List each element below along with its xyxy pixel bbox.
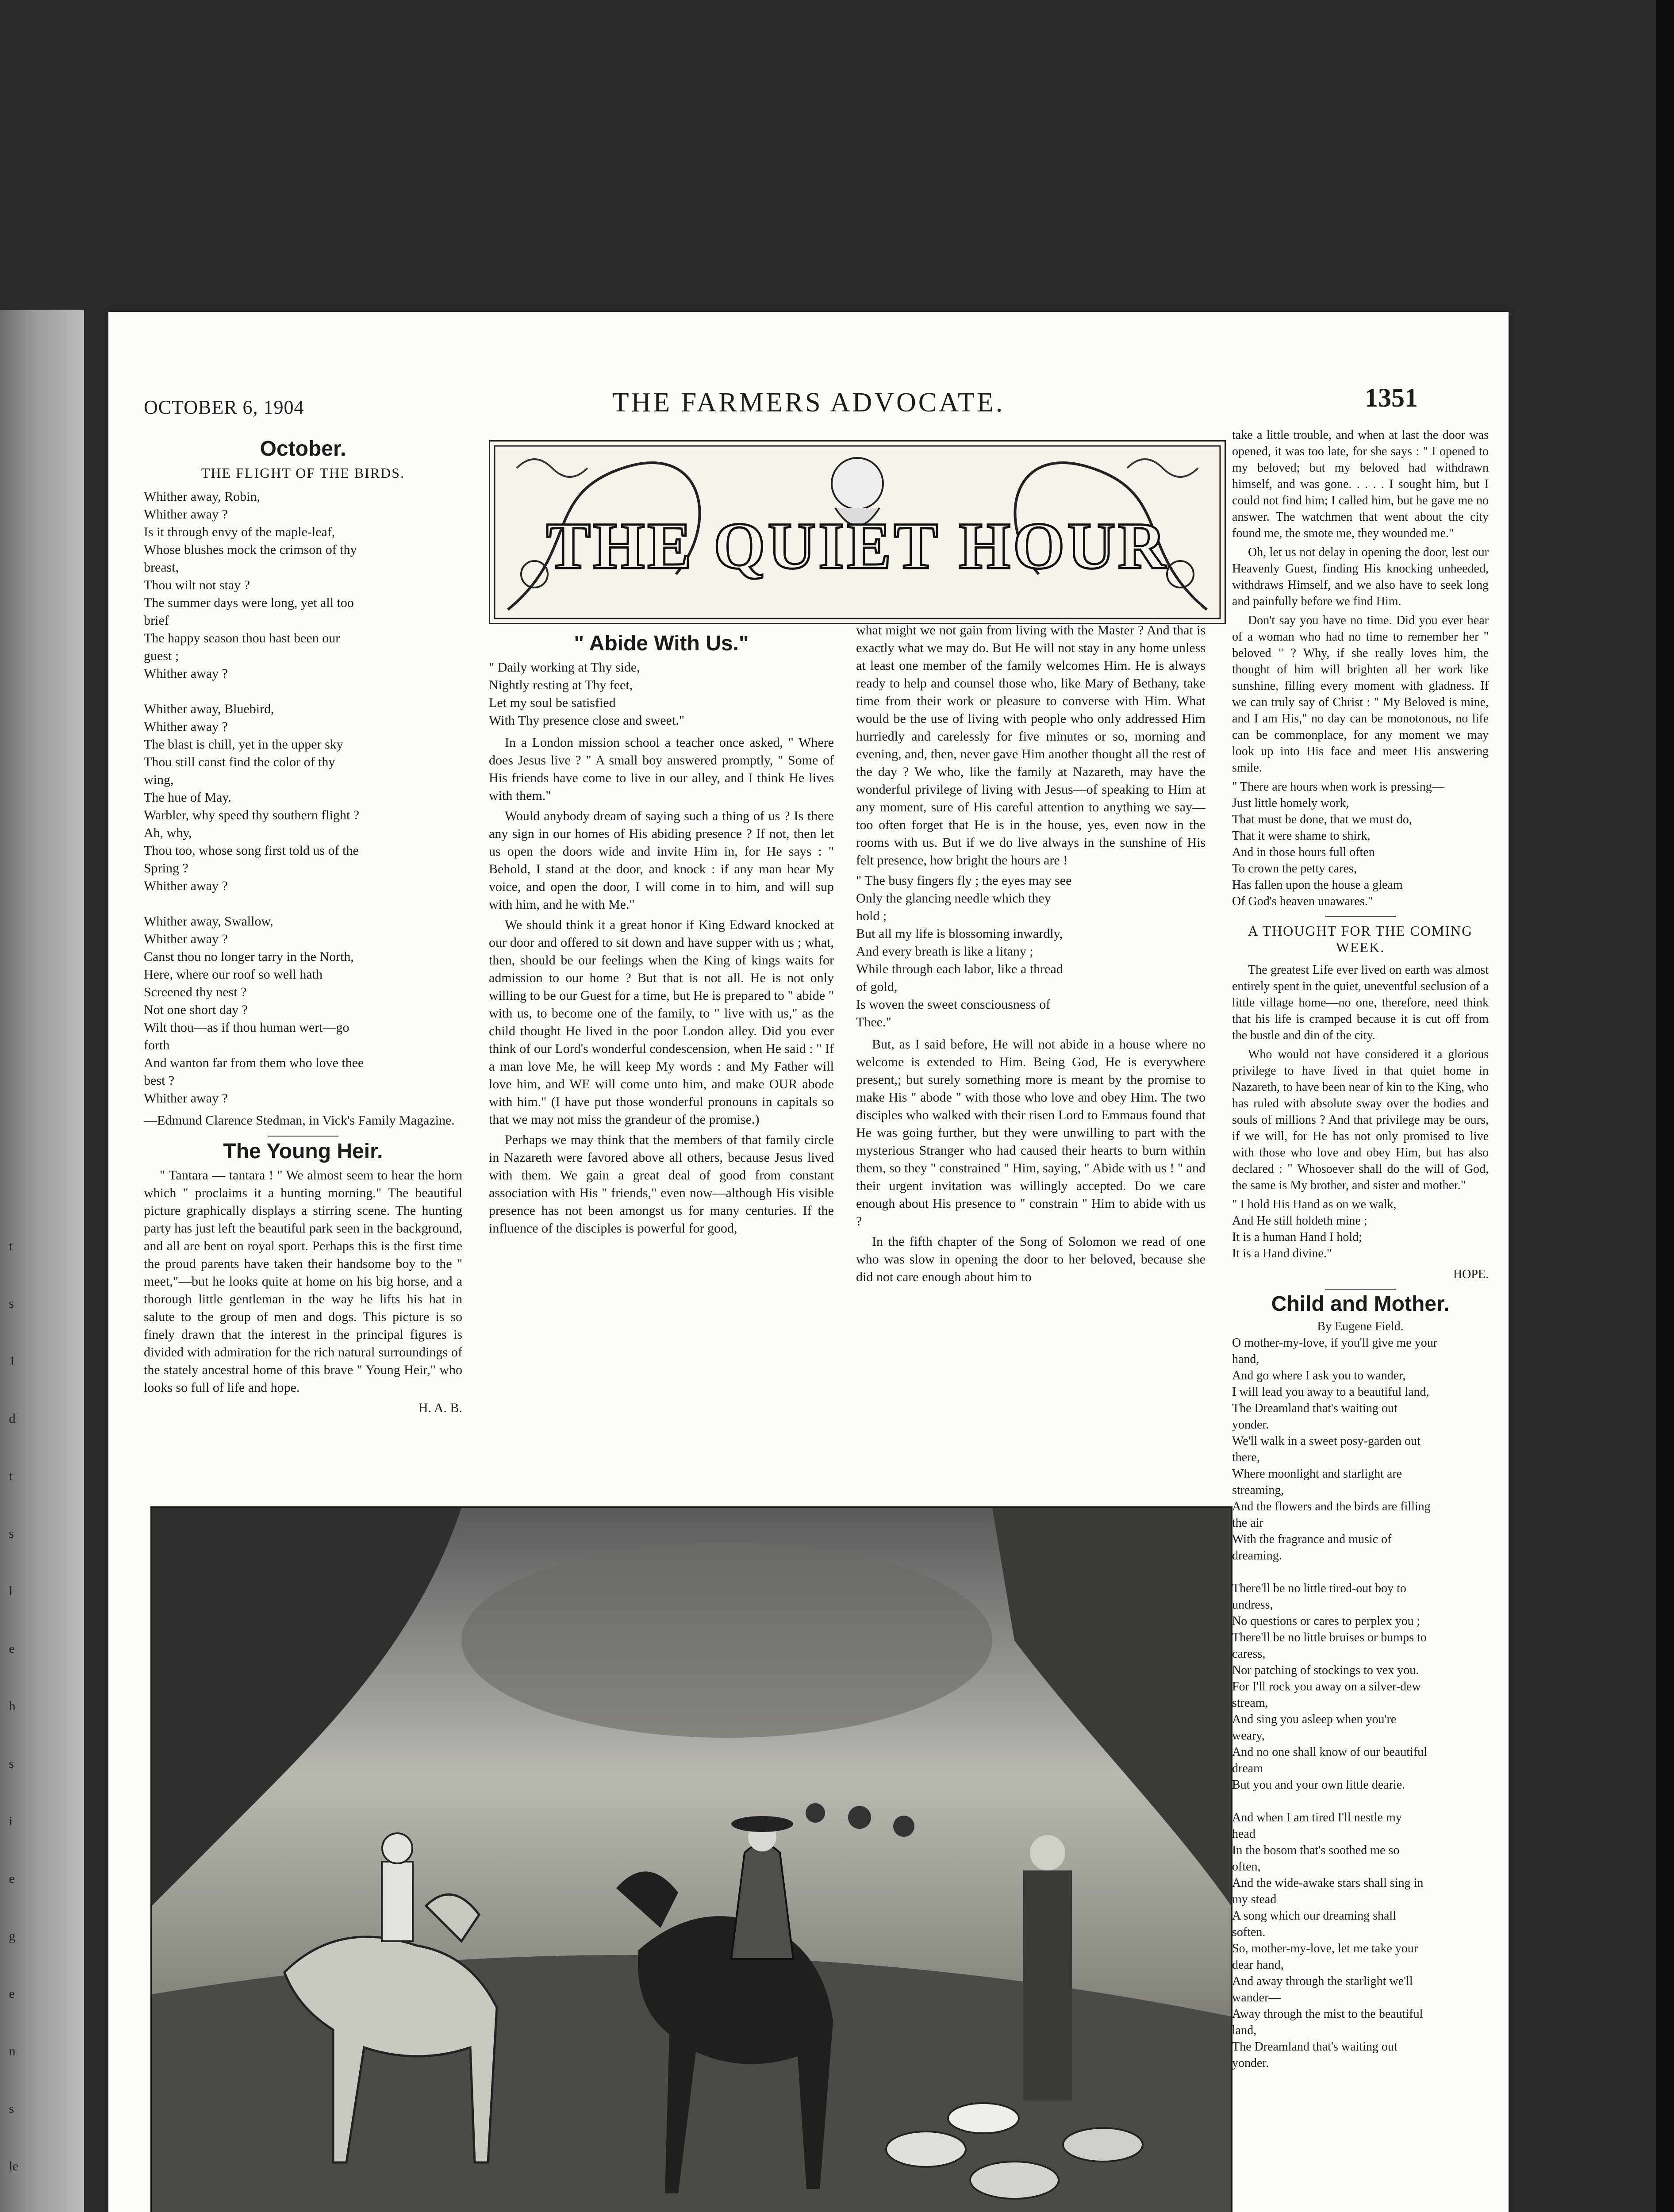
- verse-line: Let my soul be satisfied: [489, 695, 616, 710]
- col4-paragraph-2: Oh, let us not delay in opening the door, lest our Heavenly Guest, finding His knocking unheeded, withdraws Himself, and we also have to seek long and painfully before we find Him.: [1232, 545, 1489, 608]
- column-4: [1232, 427, 1489, 2076]
- margin-fragment: h: [9, 1699, 15, 1713]
- verse-line: there,: [1232, 1451, 1260, 1464]
- verse-line: forth: [144, 1038, 170, 1052]
- issue-date: OCTOBER 6, 1904: [144, 396, 304, 418]
- verse-line: The Dreamland that's waiting out: [1232, 2040, 1398, 2054]
- abide-title: " Abide With Us.": [574, 632, 749, 655]
- verse-line: There'll be no little bruises or bumps to: [1232, 1631, 1427, 1644]
- verse-line: Thou wilt not stay ?: [144, 578, 250, 592]
- quiet-hour-banner: [489, 440, 1226, 624]
- verse-line: Thou too, whose song first told us of the: [144, 843, 359, 858]
- verse-line: stream,: [1232, 1696, 1268, 1710]
- october-title: October.: [260, 437, 346, 461]
- verse-line: [1232, 1564, 1489, 1580]
- verse-line: And the wide-awake stars shall sing in: [1232, 1876, 1424, 1890]
- verse-line: streaming,: [1232, 1483, 1284, 1497]
- verse-line: of gold,: [856, 979, 898, 994]
- adjacent-page-edge: [0, 310, 84, 2212]
- abide-paragraph-5: what might we not gain from living with the Master ? And that is exactly what we may do. But He will not stay in any home unless at least one member of the family welcomes Him. He is always ready to help and counsel those who, like Mary of Bethany, take time from their work or pleasure to converse with Him. What would be the use of living with people who only addressed Him hurriedly and carelessly for five minutes or so, morning and evening, and, then, never gave Him another thought all the rest of the day ? We who, like the family at Nazareth, may have the wonderful privilege of living with Jesus—of speaking to Him at any moment, sure of His careful attention to anything we say—too often forget that He is in the house, yes, even now in the rooms with us. But if we do live always in the sunshine of His felt presence, how bright the hours are !: [856, 623, 1206, 868]
- verse-line: To crown the petty cares,: [1232, 862, 1357, 876]
- verse-line: Nightly resting at Thy feet,: [489, 678, 633, 692]
- margin-fragment: d: [9, 1411, 15, 1426]
- verse-line: So, mother-my-love, let me take your: [1232, 1942, 1418, 1955]
- verse-line: And every breath is like a litany ;: [856, 944, 1033, 959]
- verse-line: The blast is chill, yet in the upper sky: [144, 737, 343, 752]
- child-mother-poem: [1232, 1335, 1489, 2071]
- verse-line: often,: [1232, 1860, 1261, 1874]
- margin-fragment: t: [9, 1239, 13, 1253]
- margin-fragment: i: [9, 1814, 13, 1828]
- october-poem: [144, 488, 462, 1107]
- hunting-scene-image: [152, 1508, 1231, 2212]
- verse-line: But all my life is blossoming inwardly,: [856, 926, 1063, 941]
- verse-line: " The busy fingers fly ; the eyes may see: [856, 873, 1072, 888]
- column-2: [489, 630, 834, 1240]
- verse-line: brief: [144, 613, 169, 628]
- young-heir-title: The Young Heir.: [223, 1140, 383, 1163]
- hand-verse: [1232, 1196, 1489, 1262]
- abide-paragraph-1: In a London mission school a teacher once asked, " Where does Jesus live ? " A small boy answered promptly, " Some of His friends have come to live in our alley, and I think He lives with them.": [489, 735, 834, 803]
- verse-line: weary,: [1232, 1729, 1265, 1743]
- verse-line: dreaming.: [1232, 1549, 1282, 1563]
- verse-line: It is a Hand divine.": [1232, 1247, 1332, 1260]
- verse-line: And away through the starlight we'll: [1232, 1974, 1413, 1988]
- margin-fragment: l: [9, 1584, 13, 1598]
- verse-line: And in those hours full often: [1232, 845, 1375, 859]
- verse-line: With the fragrance and music of: [1232, 1532, 1392, 1546]
- verse-line: Here, where our roof so well hath: [144, 967, 323, 982]
- verse-line: The summer days were long, yet all too: [144, 595, 354, 610]
- verse-line: " I hold His Hand as on we walk,: [1232, 1198, 1397, 1211]
- verse-line: And sing you asleep when you're: [1232, 1713, 1397, 1726]
- margin-fragment: t: [9, 1469, 13, 1483]
- verse-line: Whither away ?: [144, 879, 228, 893]
- verse-line: Whither away ?: [144, 507, 228, 522]
- verse-line: breast,: [144, 560, 179, 575]
- divider: [1325, 1289, 1396, 1290]
- child-mother-byline: By Eugene Field.: [1317, 1320, 1404, 1333]
- verse-line: And when I am tired I'll nestle my: [1232, 1811, 1402, 1824]
- verse-line: I will lead you away to a beautiful land,: [1232, 1385, 1429, 1399]
- verse-line: Is woven the sweet consciousness of: [856, 997, 1051, 1012]
- verse-line: [144, 895, 462, 913]
- verse-line: Whose blushes mock the crimson of thy: [144, 542, 357, 557]
- column-3: [856, 622, 1206, 1289]
- margin-fragment: s: [9, 1526, 14, 1541]
- busy-fingers-verse: [856, 872, 1206, 1031]
- verse-line: Where moonlight and starlight are: [1232, 1467, 1402, 1481]
- verse-line: A song which our dreaming shall: [1232, 1909, 1396, 1923]
- verse-line: best ?: [144, 1073, 175, 1088]
- margin-fragment: e: [9, 1641, 15, 1656]
- verse-line: land,: [1232, 2024, 1257, 2037]
- margin-fragment: s: [9, 1296, 14, 1311]
- verse-line: O mother-my-love, if you'll give me your: [1232, 1336, 1438, 1350]
- verse-line: Thou still canst find the color of thy: [144, 755, 335, 769]
- verse-line: Not one short day ?: [144, 1002, 248, 1017]
- verse-line: Thee.": [856, 1015, 891, 1029]
- verse-line: While through each labor, like a thread: [856, 962, 1063, 976]
- divider: [268, 1136, 338, 1137]
- verse-line: Just little homely work,: [1232, 796, 1349, 810]
- verse-line: " Daily working at Thy side,: [489, 660, 640, 675]
- verse-line: It is a human Hand I hold;: [1232, 1230, 1362, 1244]
- verse-line: That it were shame to shirk,: [1232, 829, 1371, 843]
- verse-line: Canst thou no longer tarry in the North,: [144, 949, 354, 964]
- verse-line: With Thy presence close and sweet.": [489, 713, 685, 728]
- verse-line: Screened thy nest ?: [144, 985, 247, 999]
- film-edge: [1656, 0, 1674, 2212]
- verse-line: Away through the mist to the beautiful: [1232, 2007, 1423, 2021]
- newspaper-page: [108, 312, 1509, 2212]
- verse-line: dear hand,: [1232, 1958, 1284, 1972]
- verse-line: Only the glancing needle which they: [856, 891, 1051, 906]
- verse-line: There'll be no little tired-out boy to: [1232, 1582, 1406, 1595]
- verse-line: wing,: [144, 772, 174, 787]
- col4-paragraph-4: The greatest Life ever lived on earth was almost entirely spent in the quiet, uneventful seclusion of a little village home—no one, therefore, need think that his life is cramped because it is cut off from the bustle and din of the city.: [1232, 963, 1489, 1042]
- margin-fragment: e: [9, 1986, 15, 2001]
- margin-fragment: s: [9, 2101, 14, 2116]
- hours-verse: [1232, 779, 1489, 910]
- masthead-title: THE FARMERS ADVOCATE.: [612, 388, 1005, 418]
- young-heir-signature: H. A. B.: [418, 1401, 462, 1415]
- verse-line: yonder.: [1232, 2056, 1269, 2070]
- verse-line: The happy season thou hast been our: [144, 631, 340, 645]
- banner-title: THE QUIET HOUR: [546, 509, 1169, 583]
- verse-line: The Dreamland that's waiting out: [1232, 1402, 1398, 1415]
- verse-line: And He still holdeth mine ;: [1232, 1214, 1367, 1228]
- verse-line: Spring ?: [144, 861, 188, 876]
- verse-line: In the bosom that's soothed me so: [1232, 1843, 1400, 1857]
- verse-line: Whither away ?: [144, 666, 228, 681]
- verse-line: Is it through envy of the maple-leaf,: [144, 525, 335, 539]
- col4-paragraph-3: Don't say you have no time. Did you ever hear of a woman who had no time to remember her " beloved " ? Why, if she really loves him, the thought of him will brighten all her work like sunshine, filling every moment with gladness. If we can truly say of Christ : " My Beloved is mine, and I am His," no day can be monotonous, no life can be commonplace, for any moment we may look up into His face and meet His answering smile.: [1232, 614, 1489, 775]
- abide-paragraph-4: Perhaps we may think that the members of that family circle in Nazareth were favored above all others, because Jesus lived with them. We gain a great deal of good from constant association with His " friends," even now—although His visible presence has not been amongst us for many centuries. If the influence of the disciples is powerful for good,: [489, 1133, 834, 1236]
- margin-fragment: le: [9, 2159, 19, 2174]
- verse-line: And no one shall know of our beautiful: [1232, 1745, 1427, 1759]
- verse-line: [1232, 1793, 1489, 1809]
- verse-line: guest ;: [144, 649, 179, 663]
- margin-fragment: e: [9, 1871, 15, 1886]
- verse-line: wander—: [1232, 1991, 1281, 2005]
- verse-line: the air: [1232, 1516, 1263, 1530]
- verse-line: No questions or cares to perplex you ;: [1232, 1614, 1421, 1628]
- hope-signature: HOPE.: [1453, 1267, 1489, 1281]
- verse-line: Of God's heaven unawares.": [1232, 895, 1373, 908]
- verse-line: Wilt thou—as if thou human wert—go: [144, 1020, 349, 1035]
- verse-line: Whither away ?: [144, 719, 228, 734]
- verse-line: soften.: [1232, 1925, 1266, 1939]
- verse-line: dream: [1232, 1762, 1263, 1775]
- margin-fragment: g: [9, 1929, 15, 1943]
- verse-line: my stead: [1232, 1893, 1277, 1906]
- verse-line: Has fallen upon the house a gleam: [1232, 878, 1403, 892]
- margin-fragment: s: [9, 1756, 14, 1771]
- child-mother-title: Child and Mother.: [1271, 1292, 1450, 1316]
- verse-line: " There are hours when work is pressing—: [1232, 780, 1444, 794]
- verse-line: And the flowers and the birds are filling: [1232, 1500, 1431, 1513]
- verse-line: [144, 683, 462, 700]
- verse-line: yonder.: [1232, 1418, 1269, 1432]
- verse-line: caress,: [1232, 1647, 1266, 1661]
- page-number: 1351: [1365, 383, 1418, 412]
- verse-line: undress,: [1232, 1598, 1273, 1612]
- verse-line: Ah, why,: [144, 826, 192, 840]
- verse-line: Whither away ?: [144, 1091, 228, 1106]
- divider: [1325, 916, 1396, 917]
- abide-verse: [489, 659, 834, 730]
- abide-paragraph-2: Would anybody dream of saying such a thing of us ? Is there any sign in our homes of His abiding presence ? If not, then let us open the doors wide and invite Him in, for He says : " Behold, I stand at the door, and knock : if any man hear My voice, and open the door, I will come in to him, and will sup with him, and he with Me.": [489, 809, 834, 912]
- verse-line: The hue of May.: [144, 790, 231, 805]
- verse-line: Whither away, Swallow,: [144, 914, 273, 929]
- october-subtitle: THE FLIGHT OF THE BIRDS.: [201, 465, 405, 481]
- margin-fragment: n: [9, 2044, 15, 2058]
- verse-line: Nor patching of stockings to vex you.: [1232, 1663, 1419, 1677]
- verse-line: And wanton far from them who love thee: [144, 1056, 364, 1070]
- abide-paragraph-7: In the fifth chapter of the Song of Solomon we read of one who was slow in opening the door to her beloved, because she did not care enough about him to: [856, 1234, 1206, 1284]
- margin-fragment: 1: [9, 1354, 15, 1368]
- verse-line: head: [1232, 1827, 1256, 1841]
- column-1: [144, 436, 462, 1417]
- young-heir-illustration: [150, 1506, 1232, 2212]
- verse-line: And go where I ask you to wander,: [1232, 1369, 1406, 1382]
- verse-line: Whither away, Robin,: [144, 489, 260, 504]
- verse-line: But you and your own little dearie.: [1232, 1778, 1405, 1792]
- col4-paragraph-1: take a little trouble, and when at last the door was opened, it was too late, for she says : " I opened to my beloved; but my beloved had withdrawn himself, and was gone. . . . . I sought him, but I could not find him; I called him, but he gave me no answer. The watchmen that went about the city found me, the smote me, they wounded me.": [1232, 428, 1489, 540]
- verse-line: hold ;: [856, 909, 887, 923]
- verse-line: For I'll rock you away on a silver-dew: [1232, 1680, 1421, 1694]
- abide-paragraph-6: But, as I said before, He will not abide in a house where no welcome is extended to Him. Being God, He is everywhere present,; but surely something more is meant by the promise to make His " abode " with those who love and obey Him. The two disciples who walked with their risen Lord to Emmaus found that He was going further, but they were unwilling to part with the mysterious Stranger who had caused their hearts to burn within them, so they " constrained " Him, saying, " Abide with us ! " and their urgent invitation was willingly accepted. Do we care enough about His presence to " constrain " Him to abide with us ?: [856, 1037, 1206, 1229]
- verse-line: hand,: [1232, 1352, 1259, 1366]
- thought-title: A THOUGHT FOR THE COMING WEEK.: [1248, 923, 1473, 955]
- abide-paragraph-3: We should think it a great honor if King Edward knocked at our door and offered to sit down and have supper with us ; what, then, should be our feelings when the King of kings waits for admission to our home ? But that is not all. He is not only willing to be our Guest for a time, but He is prepared to " abide " with us, to become one of the family, to " live with us," as the child thought He lived in the poor London alley. Did you ever think of our Lord's wonderful condescension, when He said : " If a man love Me, he will keep My words : and My Father will love him, and WE will come unto him, and make OUR abode with him." (I have put those wonderful pronouns in capitals so that we may not miss the grandeur of the promise.): [489, 918, 834, 1127]
- verse-line: We'll walk in a sweet posy-garden out: [1232, 1434, 1421, 1448]
- verse-line: Warbler, why speed thy southern flight ?: [144, 808, 360, 822]
- young-heir-text: " Tantara — tantara ! " We almost seem to hear the horn which " proclaims it a hunting morning." The beautiful picture graphically displays a stirring scene. The hunting party has just left the beautiful park seen in the background, and all are bent on royal sport. Perhaps this is the first time the proud parents have taken their handsome boy to the " meet,"—but he looks quite at home on his big horse, and a thorough little gentleman in the way he lifts his hat in salute to the group of men and dogs. This picture is so finely drawn that the interest in the principal figures is divided with admiration for the rich natural surroundings of the stately ancestral home of this brave " Young Heir," who looks so full of life and hope.: [144, 1168, 462, 1395]
- verse-line: Whither away ?: [144, 932, 228, 946]
- poem-credit: —Edmund Clarence Stedman, in Vick's Family Magazine.: [144, 1113, 455, 1128]
- verse-line: Whither away, Bluebird,: [144, 702, 274, 716]
- verse-line: That must be done, that we must do,: [1232, 813, 1412, 826]
- col4-paragraph-5: Who would not have considered it a glorious privilege to have lived in that quiet home in Nazareth, to have been near of kin to the King, who has ruled with absolute sway over the bodies and souls of millions ? And that privilege may be ours, if we will, for He has not only promised to live with those who love and obey Him, but has also declared : " Whosoever shall do the will of God, the same is My brother, and sister and mother.": [1232, 1048, 1489, 1192]
